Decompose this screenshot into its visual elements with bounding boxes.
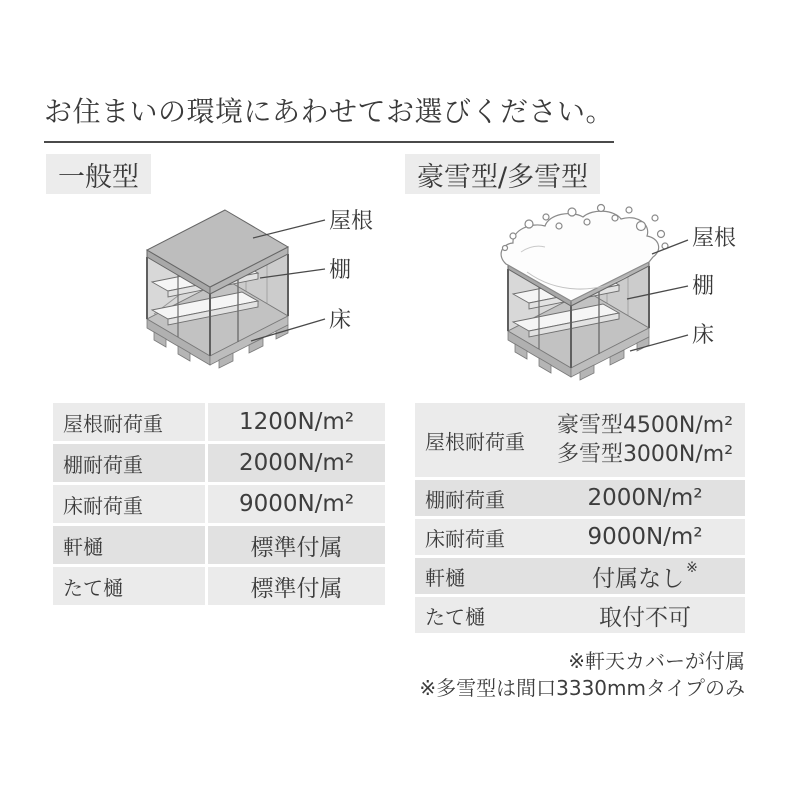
row-value: [545, 411, 745, 469]
row-value: 付属なし ※: [592, 559, 698, 592]
footnote-mark: ※: [686, 559, 698, 576]
leader-line-roof: [253, 220, 325, 238]
footnote: ※多雪型は間口3330mmタイプのみ: [419, 676, 745, 700]
value-line-heavy-snow: 豪雪型4500N/m²: [556, 412, 734, 438]
row-label: たて樋: [53, 567, 205, 605]
row-value: 取付不可: [599, 604, 691, 631]
row-value: 2000N/m²: [208, 444, 385, 482]
diagram-label-shelf: 棚: [329, 258, 352, 283]
row-label: 棚耐荷重: [425, 487, 505, 512]
spec-table-heavy-snow: [415, 403, 745, 636]
row-label: たて樋: [425, 604, 485, 629]
table-row: [415, 480, 745, 516]
row-label: 屋根耐荷重: [53, 403, 205, 441]
diagram-label-roof: 屋根: [329, 209, 374, 234]
table-row: [53, 403, 385, 441]
type-badge-general: 一般型: [46, 154, 151, 194]
shed-diagram-general: [48, 198, 388, 393]
row-value: 2000N/m²: [587, 485, 703, 511]
diagram-label-floor: 床: [329, 308, 352, 333]
table-row: [53, 567, 385, 605]
shed-illustration: [501, 205, 668, 381]
diagram-label-roof: 屋根: [692, 226, 737, 251]
footnotes: [419, 648, 745, 702]
row-label: 棚耐荷重: [53, 444, 205, 482]
row-label: 床耐荷重: [53, 485, 205, 523]
spec-table-general: [53, 403, 385, 608]
row-value: 1200N/m²: [208, 403, 385, 441]
value-line-multi-snow: 多雪型3000N/m²: [556, 442, 734, 467]
table-row: [53, 444, 385, 482]
table-row: [415, 558, 745, 594]
table-row: [53, 526, 385, 564]
shed-illustration: [147, 210, 288, 368]
row-value: 9000N/m²: [208, 485, 385, 523]
type-badge-heavy-snow: 豪雪型/多雪型: [405, 154, 600, 194]
table-row: [415, 597, 745, 633]
row-label: 軒樋: [425, 565, 465, 590]
row-value: 標準付属: [208, 567, 385, 605]
row-label: 屋根耐荷重: [425, 429, 525, 454]
diagram-label-shelf: 棚: [692, 274, 715, 299]
row-value: 9000N/m²: [587, 524, 703, 550]
row-label: 床耐荷重: [425, 526, 505, 551]
footnote: ※軒天カバーが付属: [568, 649, 745, 673]
shed-diagram-heavy-snow: [405, 196, 755, 403]
table-row: [415, 403, 745, 477]
row-value: 標準付属: [208, 526, 385, 564]
row-label: 軒樋: [53, 526, 205, 564]
page-title: お住まいの環境にあわせてお選びください。: [44, 90, 614, 143]
table-row: [53, 485, 385, 523]
diagram-label-floor: 床: [692, 323, 715, 348]
table-row: [415, 519, 745, 555]
